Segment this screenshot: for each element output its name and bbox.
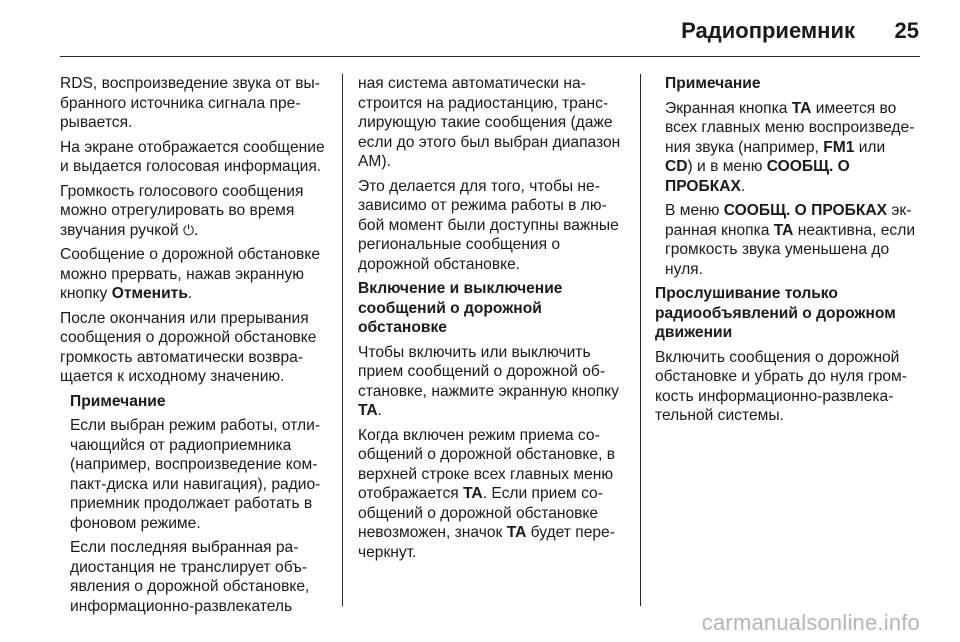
text-column-1: [60, 74, 328, 621]
page-number: 25: [894, 18, 919, 43]
section-title-line: движении: [655, 324, 733, 341]
paragraph: Это делается для того, чтобы независимо от режима работы в любой момент были доступны важные региональные сообщения о дорожной обстановке.: [358, 177, 619, 273]
note-text: имеется во всех главных меню воспроизведения звука (например,: [665, 99, 915, 156]
section-title-line: Прослушивание только: [655, 285, 838, 302]
traffic-menu-label: СООБЩ. О ПРОБКАХ: [665, 158, 850, 195]
paragraph: [60, 245, 328, 304]
note-paragraph: Если последняя выбранная радиостанция не транслирует объявления о дорожной обстановке, информационно-развлекатель: [70, 539, 310, 615]
section-title: [358, 279, 626, 338]
paragraph: [358, 343, 626, 421]
column-divider-1: [342, 74, 343, 606]
paragraph: [358, 426, 626, 563]
watermark: carmanualsonline.info: [701, 610, 920, 635]
column-divider-2: [640, 74, 641, 606]
paragraph-text: Чтобы включить или выключить прием сообщений о дорожной обстановке, нажмите экранную кнопку: [358, 343, 619, 400]
paragraph-text: Сообщение о дорожной обстановке можно прервать, нажав экранную кнопку: [60, 246, 320, 302]
section-title-line: радиообъявлений о дорожном: [655, 304, 896, 322]
paragraph: ная система автоматически настроится на радиостанцию, транслирующую такие сообщения (даже если до этого был выбран диапазон AM).: [358, 75, 621, 170]
cancel-button-label: Отменить: [111, 285, 188, 302]
note-text: экранная кнопка: [665, 202, 912, 239]
section-title-line: Включение и выключение: [358, 280, 563, 297]
text-column-3: [655, 74, 925, 431]
ta-indicator-label: TA: [463, 485, 483, 502]
fm1-label: FM1: [823, 138, 855, 156]
punctuation: .: [377, 402, 382, 419]
note-text: или: [854, 138, 886, 156]
punctuation: .: [194, 221, 199, 239]
note-text: В меню: [665, 202, 720, 219]
note-paragraph: Если выбран режим работы, отличающийся от радиоприемника (например, воспроизведение компакт-диска или навигация), радиоприемник продолжает работать в фоновом режиме.: [70, 417, 321, 532]
section-title-line: сообщений о дорожной обстановке: [358, 299, 542, 336]
paragraph: После окончания или прерывания сообщения о дорожной обстановке громкость автоматически возвращается к исходному значению.: [60, 309, 317, 385]
note-block: [665, 74, 925, 279]
punctuation: .: [187, 285, 193, 302]
ta-indicator-label: TA: [506, 524, 527, 541]
cd-label: CD: [665, 158, 688, 175]
note-text: Экранная кнопка: [665, 99, 788, 117]
punctuation: .: [740, 177, 746, 195]
note-block: [70, 392, 328, 617]
section-title: [655, 284, 925, 343]
note-text: неактивна, если громкость звука уменьшена до нуля.: [665, 221, 916, 278]
note-title: Примечание: [70, 392, 166, 410]
ta-button-label: TA: [791, 99, 812, 117]
paragraph-text: Громкость голосового сообщения можно отрегулировать во время звучания ручкой: [60, 182, 304, 239]
note-paragraph: [665, 99, 925, 197]
header-rule: [60, 56, 920, 57]
page-header-title: Радиоприемник: [681, 18, 855, 43]
paragraph: На экране отображается сообщение и выдается голосовая информация.: [60, 138, 325, 175]
note-paragraph: [665, 201, 925, 279]
paragraph-text: будет перечеркнут.: [358, 524, 615, 561]
paragraph: [60, 182, 328, 241]
volume-knob-icon: ⏻: [182, 221, 195, 238]
ta-button-label: TA: [773, 221, 794, 239]
ta-button-label: TA: [358, 402, 378, 419]
text-column-2: [358, 74, 626, 567]
note-title: Примечание: [665, 75, 761, 92]
paragraph: RDS, воспроизведение звука от выбранного источника сигнала прерывается.: [60, 75, 320, 131]
paragraph: Включить сообщения о дорожной обстановке и убрать до нуля громкость информационно-развлекательной системы.: [655, 348, 907, 424]
traffic-menu-label: СООБЩ. О ПРОБКАХ: [723, 202, 888, 219]
note-text: ) и в меню: [687, 158, 763, 175]
paragraph-text: . Если прием сообщений о дорожной обстановке невозможен, значок: [358, 485, 603, 541]
paragraph-text: Когда включен режим приема сообщений о дорожной обстановке, в верхней строке всех главных меню отображается: [358, 426, 616, 502]
